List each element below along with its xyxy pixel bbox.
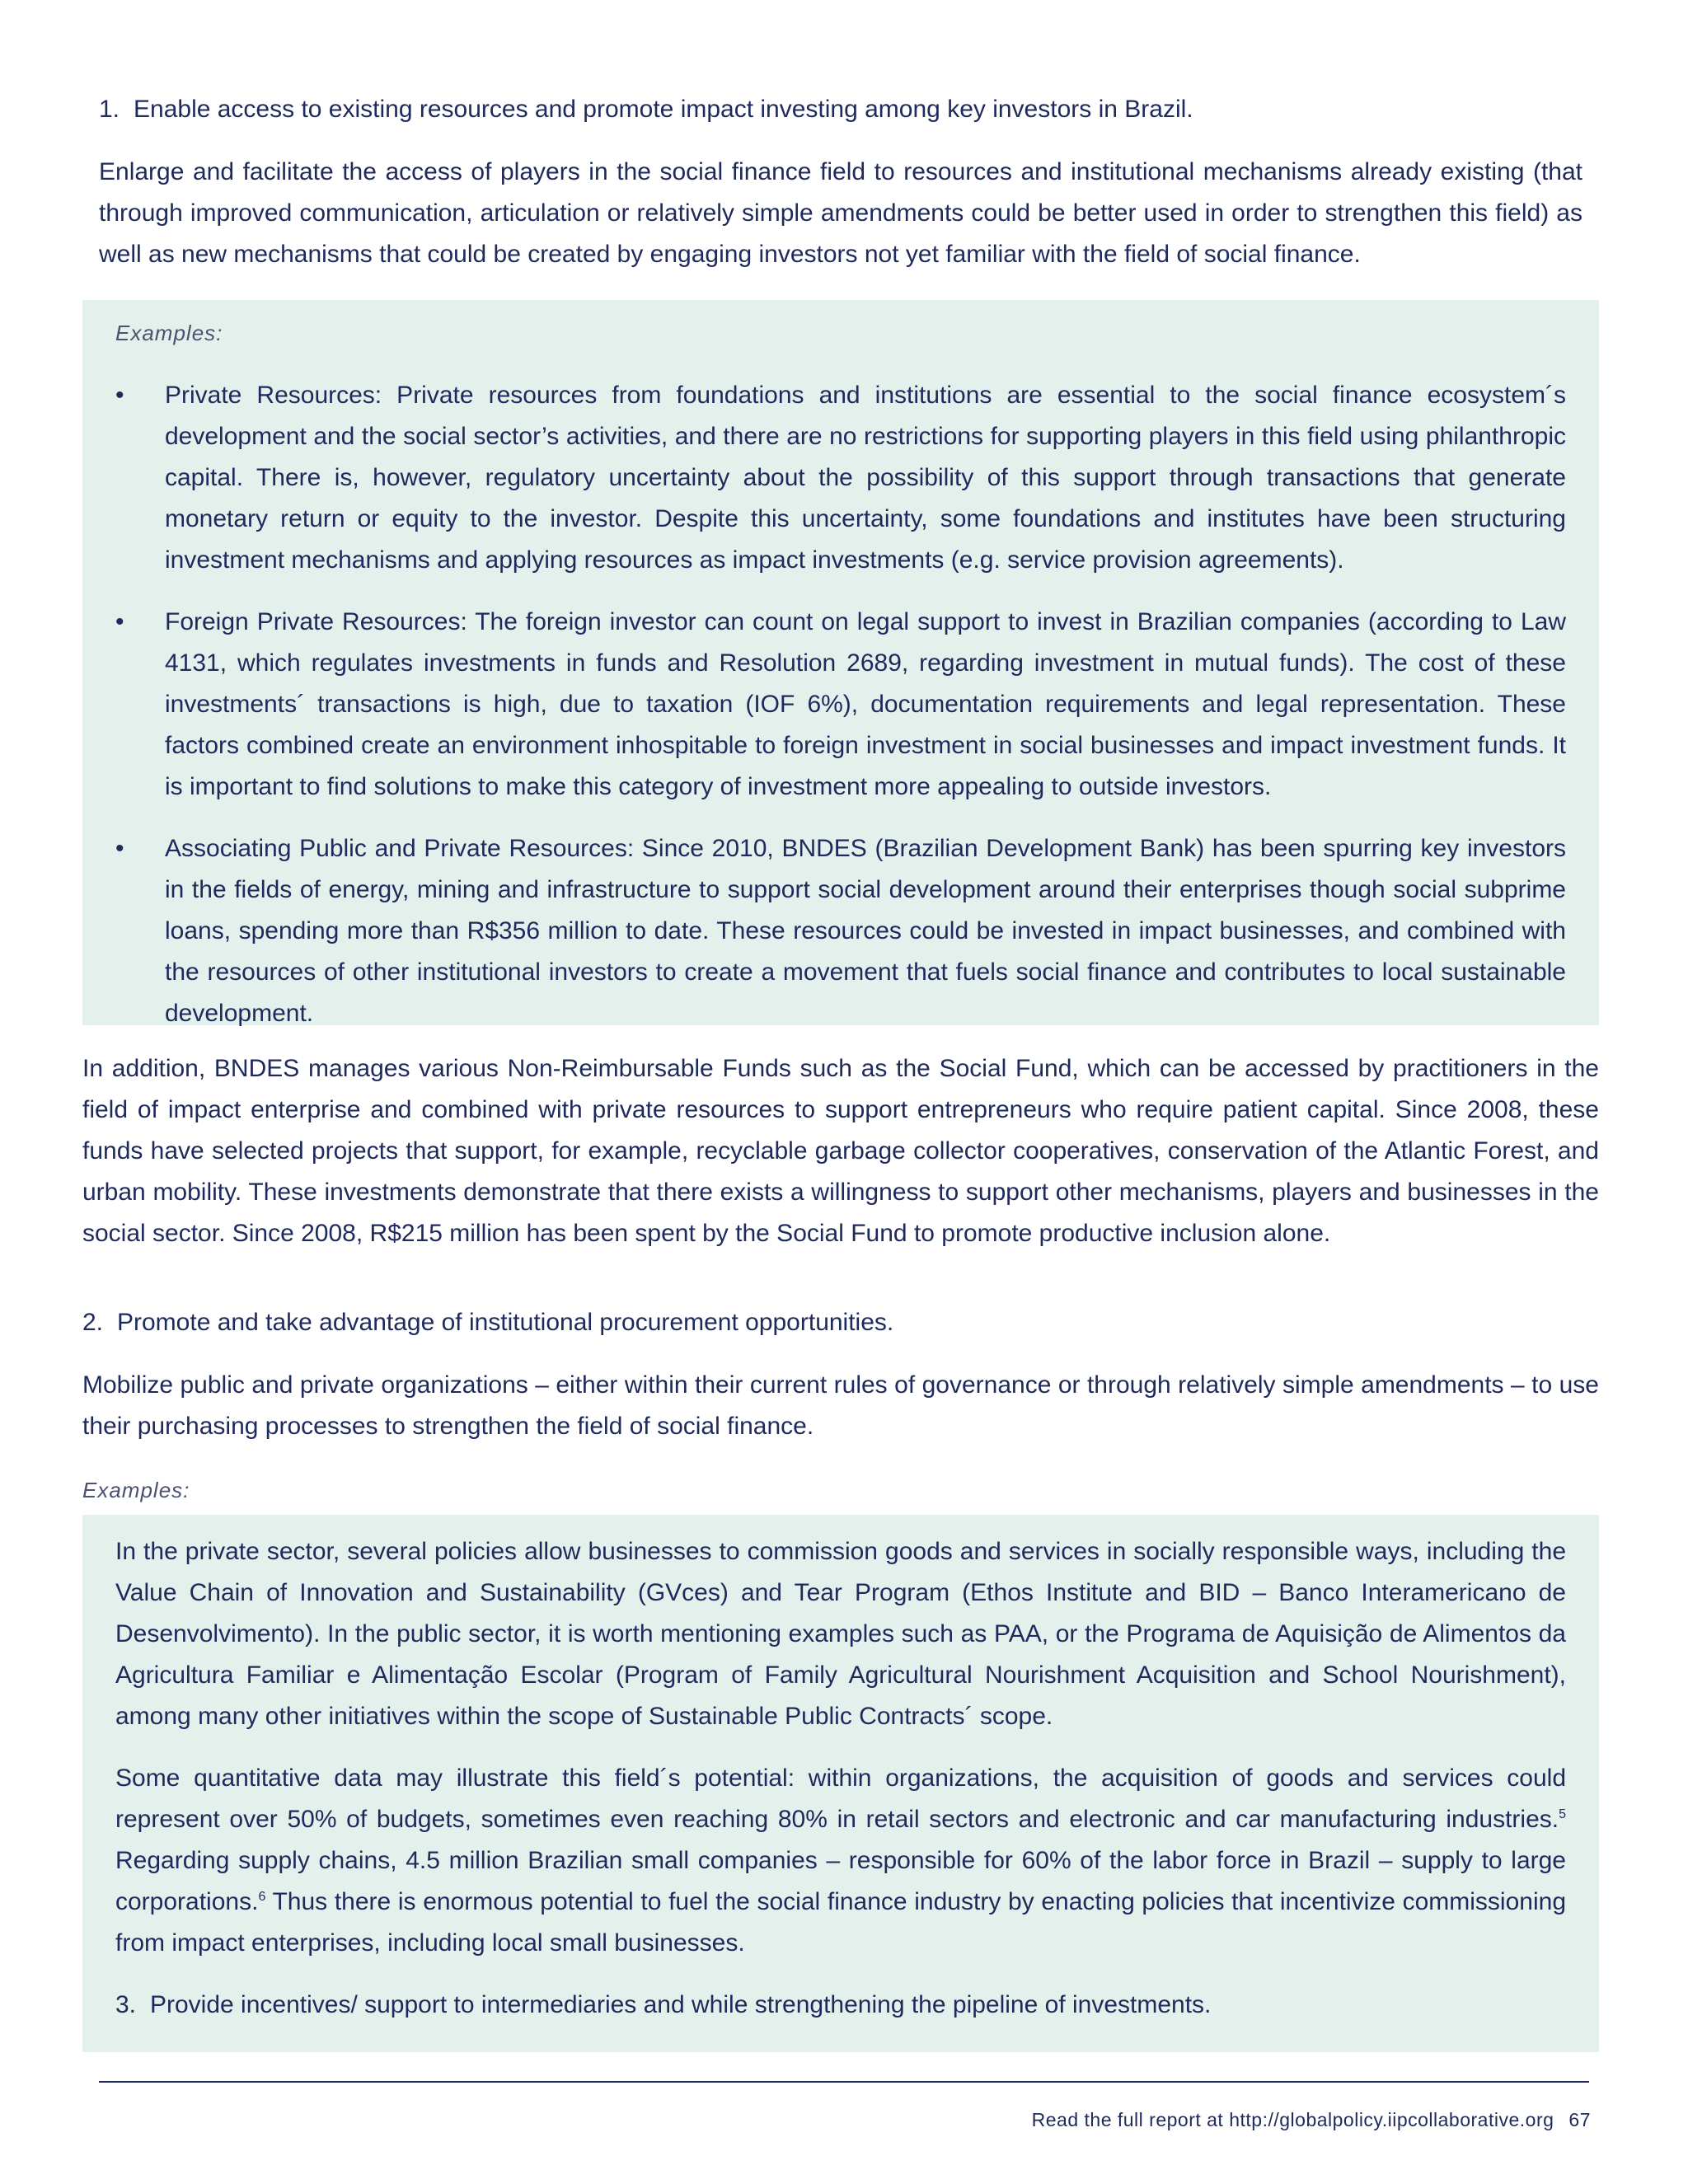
section-3-heading — [115, 1985, 1211, 2026]
section-1-heading — [99, 89, 1193, 130]
section-2-number: 2. — [82, 1309, 104, 1336]
bullet-text: Private Resources: Private resources from foundations and institutions are essential to the social finance ecosystem´s development and the social sector’s activities, and there are no restrictions for supporting players in this field using philanthropic capital. There is, however, regulatory uncertainty about the possibility of this support through transactions that generate monetary return or equity to the investor. Despite this uncertainty, some foundations and institutes have been structuring investment mechanisms and applying resources as impact investments (e.g. service provision agreements). — [165, 382, 1566, 574]
section-1-bullet-list — [115, 375, 1566, 1055]
page-number: 67 — [1568, 2109, 1591, 2130]
footnote-marker: 6 — [258, 1890, 266, 1904]
bullet-icon: • — [115, 835, 124, 862]
list-item — [115, 375, 1566, 581]
section-1-examples-label: Examples: — [115, 321, 223, 345]
list-item — [115, 602, 1566, 808]
section-1-title: Enable access to existing resources and promote impact investing among key investors in Brazil. — [134, 96, 1193, 123]
section-2-box-paragraph-1: In the private sector, several policies allow businesses to commission goods and services in socially responsible ways, including the Value Chain of Innovation and Sustainability (GVces) and Tear Program (Ethos Institute and BID – Banco Interamericano de Desenvolvimento). In the public sector, it is worth mentioning examples such as PAA, or the Programa de Aquisição de Alimentos da Agricultura Familiar e Alimentação Escolar (Program of Family Agricultural Nourishment Acquisition and School Nourishment), among many other initiatives within the scope of Sustainable Public Contracts´ scope. — [115, 1538, 1566, 1730]
section-2-box-paragraph-2 — [115, 1758, 1566, 1964]
section-2-intro: Mobilize public and private organizations – either within their current rules of governance or through relatively simple amendments – to use their purchasing processes to strengthen the field of social finance. — [82, 1371, 1599, 1440]
footer-divider — [99, 2081, 1589, 2083]
paragraph-text: Regarding supply chains, 4.5 million Brazilian small companies – responsible for 60% of the labor force in Brazil – supply to large corporations. — [115, 1847, 1566, 1915]
bullet-icon: • — [115, 608, 124, 635]
footer-text: Read the full report at http://globalpolicy.iipcollaborative.org — [1031, 2109, 1554, 2130]
section-1-intro: Enlarge and facilitate the access of players in the social finance field to resources and institutional mechanisms already existing (that through improved communication, articulation or relatively simple amendments could be better used in order to strengthen this field) as well as new mechanisms that could be created by engaging investors not yet familiar with the field of social finance. — [99, 158, 1582, 268]
bullet-text: Foreign Private Resources: The foreign investor can count on legal support to invest in Brazilian companies (according to Law 4131, which regulates investments in funds and Resolution 2689, regarding investment in mutual funds). The cost of these investments´ transactions is high, due to taxation (IOF 6%), documentation requirements and legal representation. These factors combined create an environment inhospitable to foreign investment in social businesses and impact investment funds. It is important to find solutions to make this category of investment more appealing to outside investors. — [165, 608, 1566, 800]
page-footer — [1032, 2106, 1591, 2134]
section-3-number: 3. — [115, 1991, 137, 2018]
section-1-addition-paragraph: In addition, BNDES manages various Non-Reimbursable Funds such as the Social Fund, which can be accessed by practitioners in the field of impact enterprise and combined with private resources to support entrepreneurs who require patient capital. Since 2008, these funds have selected projects that support, for example, recyclable garbage collector cooperatives, conservation of the Atlantic Forest, and urban mobility. These investments demonstrate that there exists a willingness to support other mechanisms, players and businesses in the social sector. Since 2008, R$215 million has been spent by the Social Fund to promote productive inclusion alone. — [82, 1055, 1599, 1247]
section-2-examples-label: Examples: — [82, 1478, 190, 1502]
section-3-title: Provide incentives/ support to intermediaries and while strengthening the pipeline of investments. — [150, 1991, 1212, 2018]
footnote-marker: 5 — [1559, 1807, 1566, 1821]
section-1-number: 1. — [99, 96, 120, 123]
bullet-icon: • — [115, 382, 124, 409]
section-2-title: Promote and take advantage of institutional procurement opportunities. — [117, 1309, 894, 1336]
section-2-heading — [82, 1302, 893, 1343]
paragraph-text: Some quantitative data may illustrate this field´s potential: within organizations, the acquisition of goods and services could represent over 50% of budgets, sometimes even reaching 80% in retail sectors and electronic and car manufacturing industries. — [115, 1765, 1566, 1833]
bullet-text: Associating Public and Private Resources: Since 2010, BNDES (Brazilian Development Bank) has been spurring key investors in the fields of energy, mining and infrastructure to support social development around their enterprises though social subprime loans, spending more than R$356 million to date. These resources could be invested in impact businesses, and combined with the resources of other institutional investors to create a movement that fuels social finance and contributes to local sustainable development. — [165, 835, 1566, 1027]
paragraph-text: Thus there is enormous potential to fuel the social finance industry by enacting policies that incentivize commissioning from impact enterprises, including local small businesses. — [115, 1888, 1566, 1957]
list-item — [115, 828, 1566, 1034]
